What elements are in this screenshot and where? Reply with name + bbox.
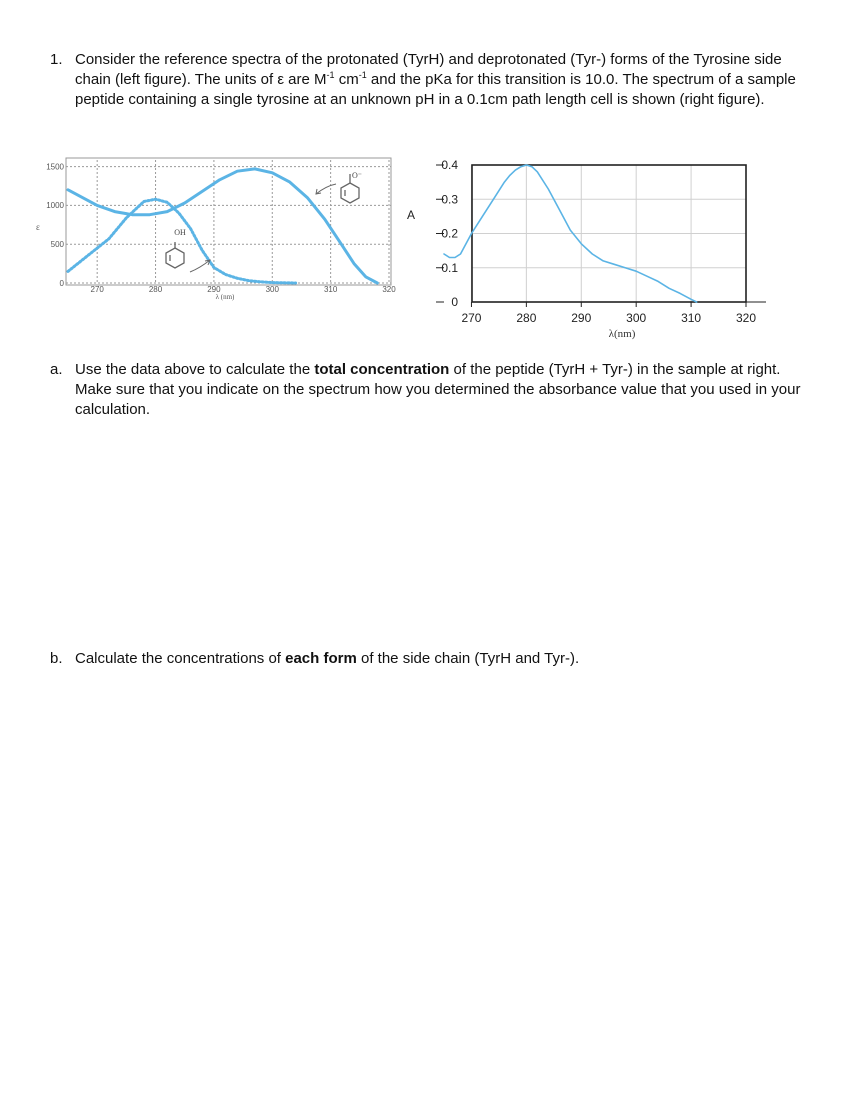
reference-spectra-chart bbox=[30, 150, 410, 310]
y-tick-label: 0.1 bbox=[441, 260, 458, 275]
y-tick-labels bbox=[46, 162, 64, 287]
question-text-part1: Consider the reference spectra of the protonated (TyrH) and deprotonated (Tyr-) forms of the Tyrosine side chain (left figure). The units of ε are M bbox=[75, 51, 782, 88]
grid bbox=[471, 165, 746, 302]
arrow-to-tyr-minus-icon bbox=[316, 184, 336, 194]
o-minus-label: O⁻ bbox=[352, 171, 362, 180]
x-tick-label: 300 bbox=[626, 311, 647, 325]
question-text bbox=[75, 360, 810, 420]
grid bbox=[66, 160, 391, 283]
oh-label: OH bbox=[174, 228, 186, 237]
y-tick-label: 0.3 bbox=[441, 192, 458, 207]
x-tick-label: 280 bbox=[148, 285, 163, 294]
y-tick-label: 1000 bbox=[46, 201, 64, 211]
question-text bbox=[75, 649, 810, 669]
phenol-structure-icon bbox=[166, 242, 184, 268]
y-tick-label: 1500 bbox=[46, 162, 64, 172]
question-text bbox=[75, 50, 810, 110]
x-tick-label: 300 bbox=[265, 285, 279, 294]
sample-spectrum-chart bbox=[400, 150, 780, 345]
x-axis-label: λ(nm) bbox=[608, 328, 636, 340]
x-tick-label: 290 bbox=[571, 311, 592, 325]
question-text-before: Calculate the concentrations of bbox=[75, 650, 286, 667]
y-tick-label: 0.4 bbox=[441, 158, 458, 173]
y-axis-label: A bbox=[407, 208, 416, 222]
question-text-before: Use the data above to calculate the bbox=[75, 361, 315, 378]
question-1 bbox=[50, 50, 810, 110]
question-text-after: of the side chain (TyrH and Tyr-). bbox=[356, 650, 580, 667]
question-letter: b. bbox=[50, 650, 63, 667]
y-tick-label: 0 bbox=[59, 278, 64, 288]
x-tick-label: 320 bbox=[382, 285, 396, 294]
y-axis-symbol: ε bbox=[36, 222, 40, 232]
x-tick-label: 290 bbox=[207, 285, 221, 294]
x-tick-label: 270 bbox=[90, 285, 104, 294]
x-tick-labels bbox=[91, 285, 397, 294]
y-tick-labels bbox=[436, 158, 458, 309]
y-tick-label: 0.2 bbox=[441, 226, 458, 241]
question-text-bold: total concentration bbox=[314, 361, 450, 378]
question-a bbox=[50, 360, 810, 420]
question-b bbox=[50, 649, 810, 669]
x-tick-label: 310 bbox=[323, 285, 338, 294]
x-tick-label: 310 bbox=[681, 311, 702, 325]
arrow-to-tyrh-icon bbox=[190, 260, 210, 272]
x-tick-labels bbox=[461, 302, 756, 325]
y-tick-label: 0 bbox=[451, 295, 458, 310]
series-line-tyrh-protonated bbox=[68, 199, 296, 283]
y-tick-label: 500 bbox=[50, 239, 64, 249]
question-text-bold: each form bbox=[285, 650, 357, 667]
x-tick-label: 280 bbox=[516, 311, 537, 325]
question-text-part2: cm bbox=[334, 71, 359, 88]
x-axis-label: λ (nm) bbox=[215, 293, 235, 301]
superscript-2: -1 bbox=[358, 70, 367, 80]
superscript-1: -1 bbox=[326, 70, 335, 80]
question-text-part3: and the pKa for this transition is 10.0. The spectrum of a sample peptide containing a single tyrosine at an unknown pH in a 0.1cm path length cell is shown (right figure). bbox=[75, 71, 796, 108]
question-letter: a. bbox=[50, 361, 63, 378]
x-tick-label: 270 bbox=[461, 311, 482, 325]
question-number: 1. bbox=[50, 51, 63, 68]
question-text-after: of the peptide (TyrH + Tyr-) in the sample at right. Make sure that you indicate on the spectrum how you determined the absorbance value that you used in your calculation. bbox=[75, 361, 801, 418]
x-tick-label: 320 bbox=[735, 311, 757, 325]
